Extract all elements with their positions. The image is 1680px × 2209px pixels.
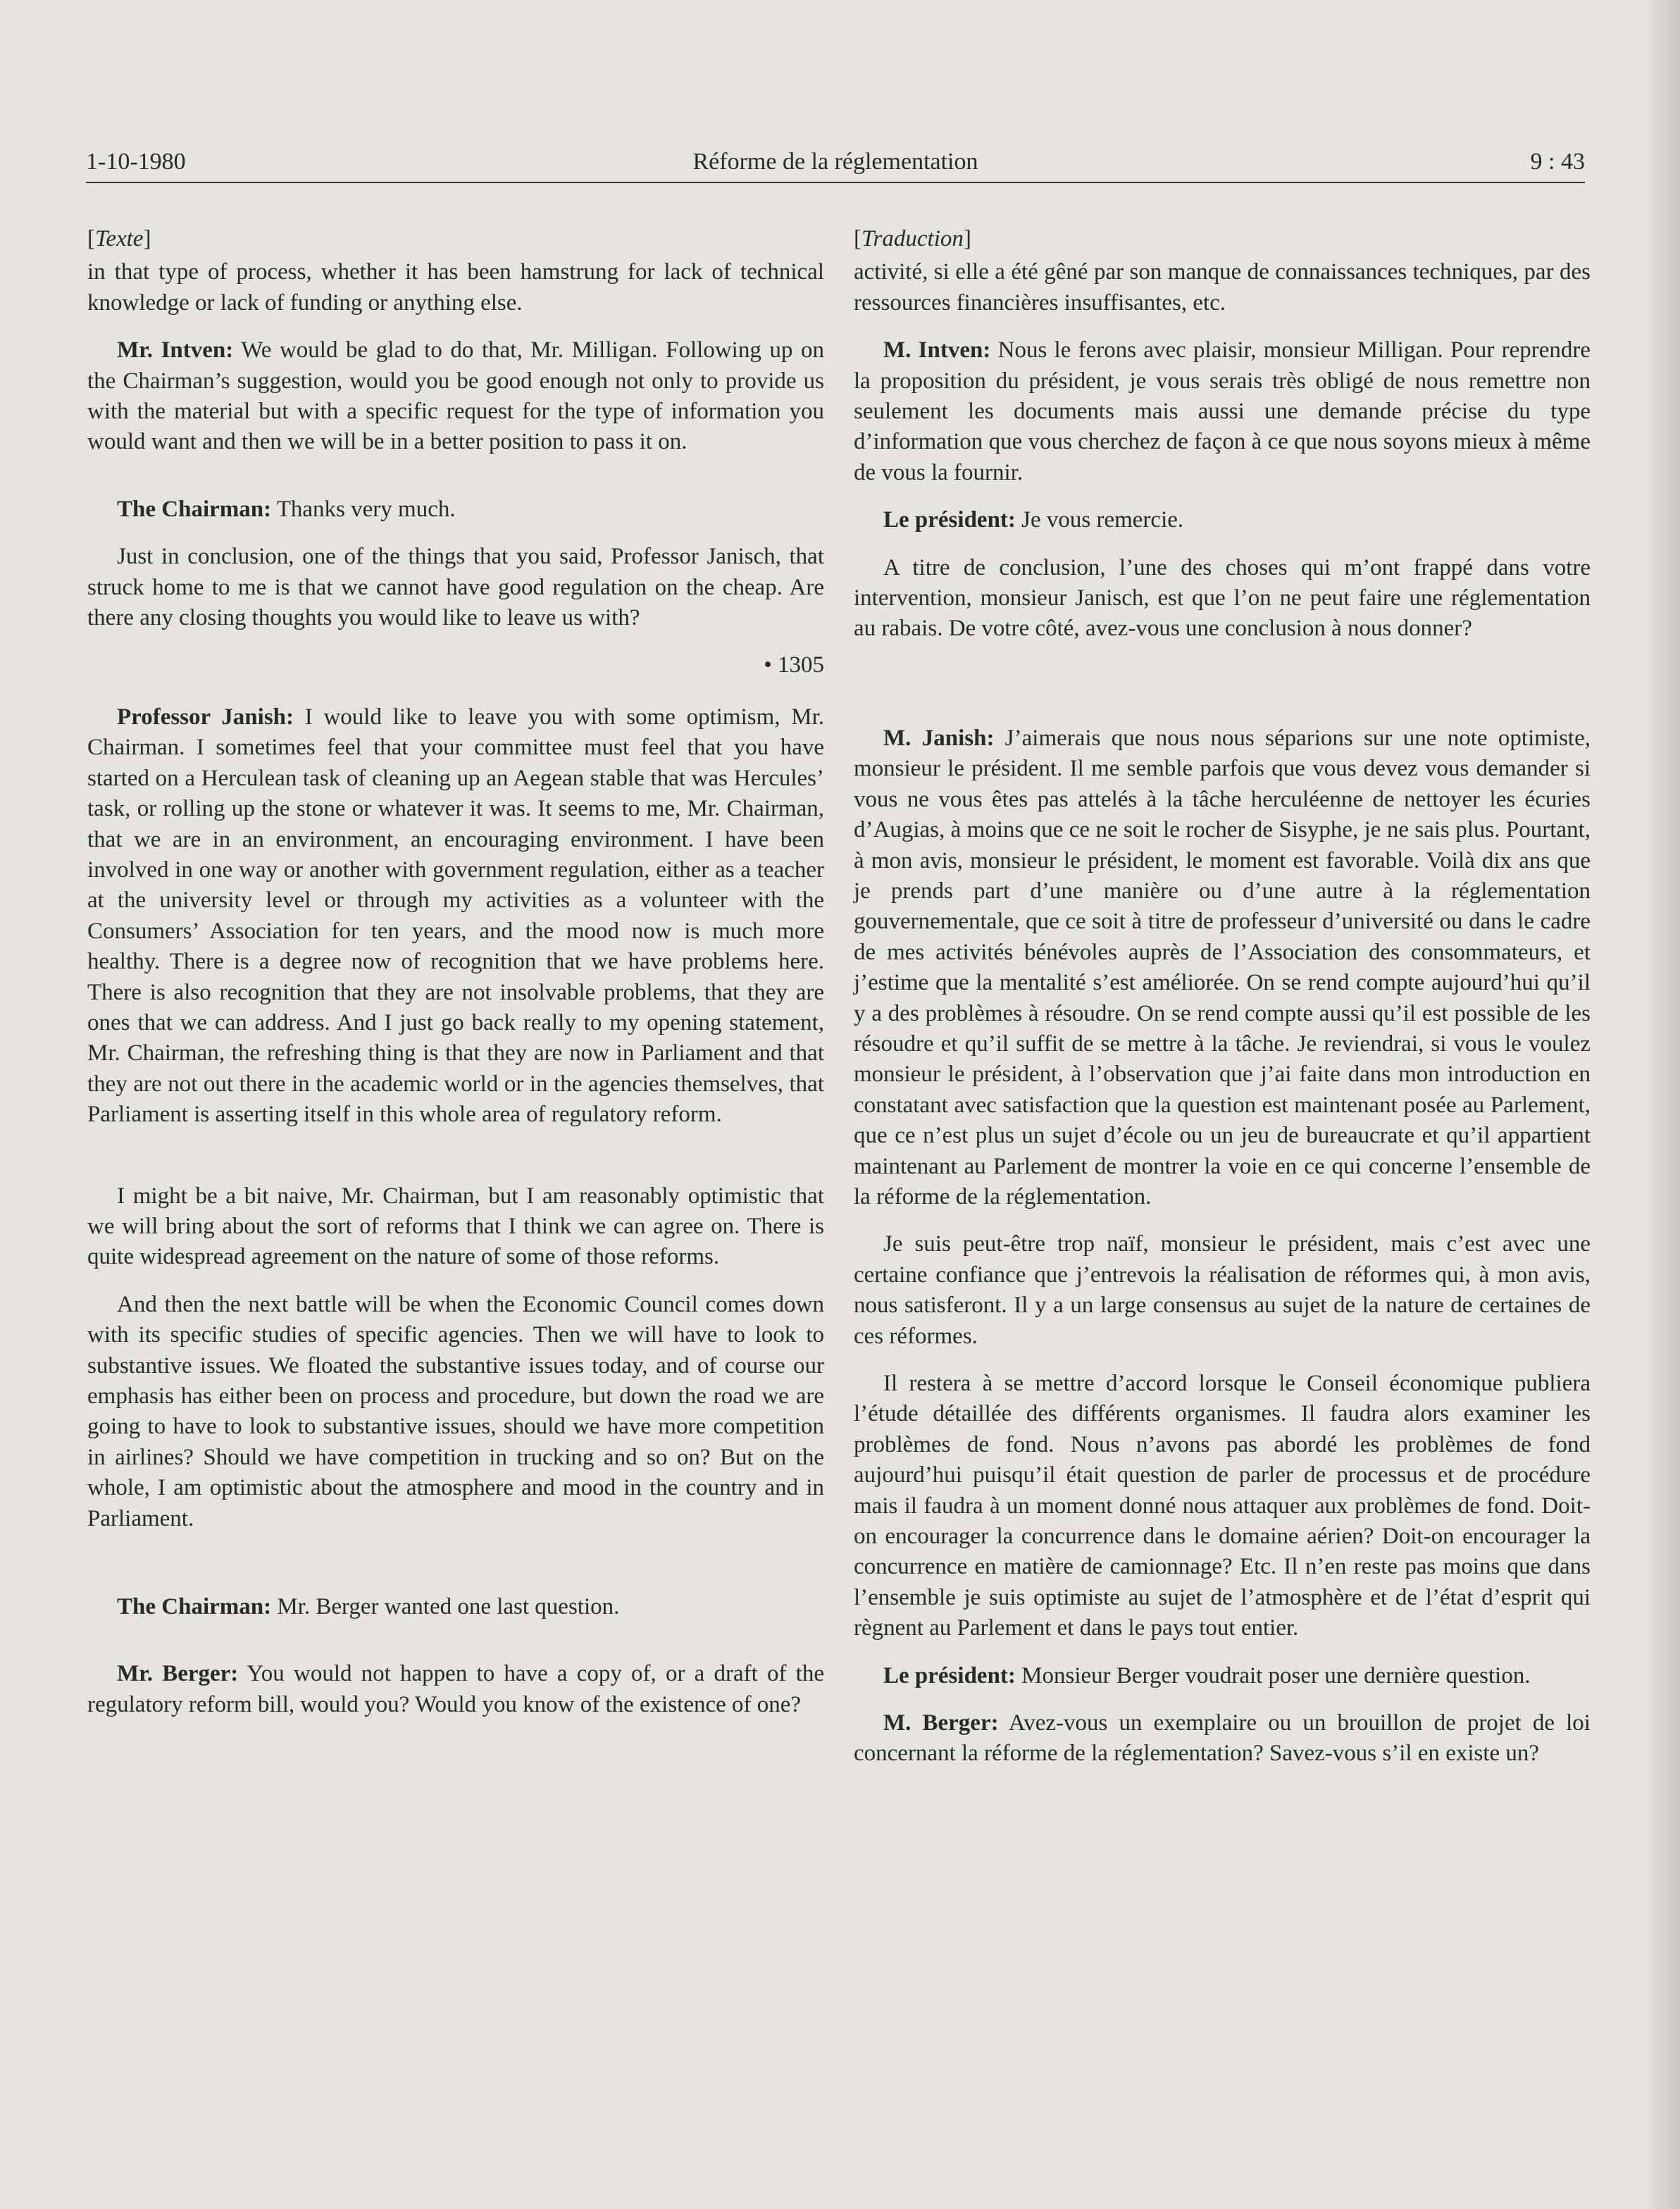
header-date: 1-10-1980 xyxy=(86,149,186,175)
speaker-name: M. Janish: xyxy=(883,725,995,751)
paragraph-text: Avez-vous un exemplaire ou un brouillon de projet de loi concernant la réforme de la réglementation? Savez-vous s’il en existe un? xyxy=(854,1710,1591,1767)
language-label-text: Traduction xyxy=(861,226,964,251)
speaker-name: M. Intven: xyxy=(883,337,991,363)
header-page-number: 9 : 43 xyxy=(1530,149,1585,175)
paragraph-text: Je vous remercie. xyxy=(1021,507,1184,533)
paragraph xyxy=(854,1661,1591,1691)
language-label-text: Texte xyxy=(95,226,144,251)
running-header xyxy=(86,147,1585,182)
paragraph-text: Nous le ferons avec plaisir, monsieur Milligan. Pour reprendre la proposition du président, je vous serais très obligé de nous remettre non seulement les documents mais aussi une demande précise du type d’information que vous cherchez de façon à ce que nous soyons mieux à même de vous la fournir. xyxy=(854,337,1591,485)
paragraph xyxy=(87,494,824,525)
paragraph: in that type of process, whether it has been hamstrung for lack of technical knowledge or lack of funding or anything else. xyxy=(87,259,824,316)
speaker-name: Mr. Berger: xyxy=(117,1661,239,1687)
paragraph xyxy=(87,1592,824,1622)
paragraph: Just in conclusion, one of the things that you said, Professor Janisch, that struck home to me is that we cannot have good regulation on the cheap. Are there any closing thoughts you would like to leave us with? xyxy=(87,544,824,631)
speaker-name: Le président: xyxy=(883,507,1016,533)
header-title: Réforme de la réglementation xyxy=(692,149,978,175)
paragraph-text: You would not happen to have a copy of, or a draft of the regulatory reform bill, would you? Would you know of the existence of one? xyxy=(87,1661,824,1717)
spacer xyxy=(87,475,824,494)
speaker-name: Le président: xyxy=(883,1662,1016,1688)
paragraph xyxy=(854,1708,1591,1769)
paragraph: Je suis peut-être trop naïf, monsieur le président, mais c’est avec une certaine confiance que j’entrevois la réalisation de réformes qui, à mon avis, nous satisferont. Il y a un large consensus au sujet de la nature de certaines de ces réformes. xyxy=(854,1231,1591,1349)
paragraph-text: Thanks very much. xyxy=(276,496,456,522)
paragraph xyxy=(854,335,1591,488)
paragraph: And then the next battle will be when the Economic Council comes down with its specific studies of specific agencies. Then we will have to look to substantive issues. We floated the substantive issues today, and of course our emphasis has either been on process and procedure, but down the road we are going to have to look to substantive issues, should we have more competition in airlines? Should we have competition in trucking and so on? But on the whole, I am optimistic about the atmosphere and mood in the country and in Parliament. xyxy=(87,1291,824,1531)
spacer xyxy=(854,661,1591,723)
language-label: [Texte] xyxy=(87,226,151,251)
paragraph xyxy=(854,505,1591,535)
paragraph xyxy=(87,702,824,1131)
paragraph-text: Monsieur Berger voudrait poser une dernière question. xyxy=(1021,1662,1531,1688)
paragraph-text: We would be glad to do that, Mr. Milligan. Following up on the Chairman’s suggestion, would you be good enough not only to provide us with the material but with a specific request for the type of information you would want and then we will be in a better position to pass it on. xyxy=(87,337,824,455)
speaker-name: The Chairman: xyxy=(117,1594,272,1620)
paragraph-text: I would like to leave you with some optimism, Mr. Chairman. I sometimes feel that your committee must feel that you have started on a Herculean task of cleaning up an Aegean stable that was Hercules’ task, or rolling up the stone or whatever it was. It seems to me, Mr. Chairman, that we are in an environment, an encouraging environment. I have been involved in one way or another with government regulation, either as a teacher at the university level or through my activities as a volunteer with the Consumers’ Association for ten years, and the mood now is much more healthy. There is a degree now of recognition that we have problems here. There is also recognition that they are not insolvable problems, that they are ones that we can address. And I just go back really to my opening statement, Mr. Chairman, the refreshing thing is that they are now in Parliament and that they are not out there in the academic world or in the agencies themselves, that Parliament is asserting itself in this whole area of regulatory reform. xyxy=(87,704,825,1128)
paragraph xyxy=(87,1659,824,1720)
english-column xyxy=(87,224,824,1737)
paragraph xyxy=(854,723,1591,1213)
paragraph: activité, si elle a été gêné par son manque de connaissances techniques, par des ressources financières insuffisantes, etc. xyxy=(854,259,1591,316)
spacer xyxy=(87,1551,824,1592)
spacer xyxy=(87,1639,824,1659)
paragraph: I might be a bit naive, Mr. Chairman, but I am reasonably optimistic that we will bring about the sort of reforms that I think we can agree on. There is quite widespread agreement on the nature of some of those reforms. xyxy=(87,1183,824,1270)
paragraph: A titre de conclusion, l’une des choses qui m’ont frappé dans votre intervention, monsieur Janisch, est que l’on ne peut faire une réglementation au rabais. De votre côté, avez-vous une conclusion à nous donner? xyxy=(854,554,1591,642)
speaker-name: Professor Janish: xyxy=(117,704,294,730)
time-marker: • 1305 xyxy=(764,652,824,678)
spacer xyxy=(87,1147,824,1181)
language-label: [Traduction] xyxy=(854,226,971,251)
paragraph: Il restera à se mettre d’accord lorsque le Conseil économique publiera l’étude détaillée des différents organismes. Il faudra alors examiner les problèmes de fond. Nous n’avons pas abordé les problèmes de fond aujourd’hui puisqu’il était question de parler de processus et de procédure mais il faudra à un moment donné nous attaquer aux problèmes de fond. Doit-on encourager la concurrence dans le domaine aérien? Doit-on encourager la concurrence en matière de camionnage? Etc. Il n’en reste pas moins que dans l’ensemble je suis optimiste au sujet de l’atmosphère et de l’état d’esprit qui règnent au Parlement et dans le pays tout entier. xyxy=(854,1371,1591,1641)
speaker-name: M. Berger: xyxy=(883,1710,999,1736)
header-rule xyxy=(86,182,1585,183)
paragraph-text: J’aimerais que nous nous séparions sur une note optimiste, monsieur le président. Il me semble parfois que vous devez vous demander si vous ne vous êtes pas attelés à la tâche herculéenne de nettoyer les écuries d’Augias, à moins que ce ne soit le rocher de Sisyphe, je ne sais plus. Pourtant, à mon avis, monsieur le président, le moment est favorable. Voilà dix ans que je prends part d’une manière ou d’une autre à la réglementation gouvernementale, que ce soit à titre de professeur d’université ou dans le cadre de mes activités bénévoles auprès de l’Association des consommateurs, et j’estime que la mentalité s’est améliorée. On se rend compte aujourd’hui qu’il y a des problèmes à résoudre. On se rend compte aussi qu’il est possible de les résoudre et qu’il suffit de se mettre à la tâche. Je reviendrai, si vous le voulez monsieur le président, à l’observation que j’ai faite dans mon introduction en constatant avec satisfaction que la question est maintenant posée au Parlement, que ce n’est plus un sujet d’école ou un jeu de bureaucrate et qu’il appartient maintenant au Parlement de montrer la voie en ce qui concerne l’ensemble de la réforme de la réglementation. xyxy=(854,725,1591,1209)
speaker-name: Mr. Intven: xyxy=(117,337,234,363)
page-edge-shadow xyxy=(1645,0,1680,2209)
paragraph xyxy=(87,335,824,458)
speaker-name: The Chairman: xyxy=(117,496,272,522)
paragraph-text: Mr. Berger wanted one last question. xyxy=(277,1594,620,1620)
french-column xyxy=(854,224,1591,1786)
